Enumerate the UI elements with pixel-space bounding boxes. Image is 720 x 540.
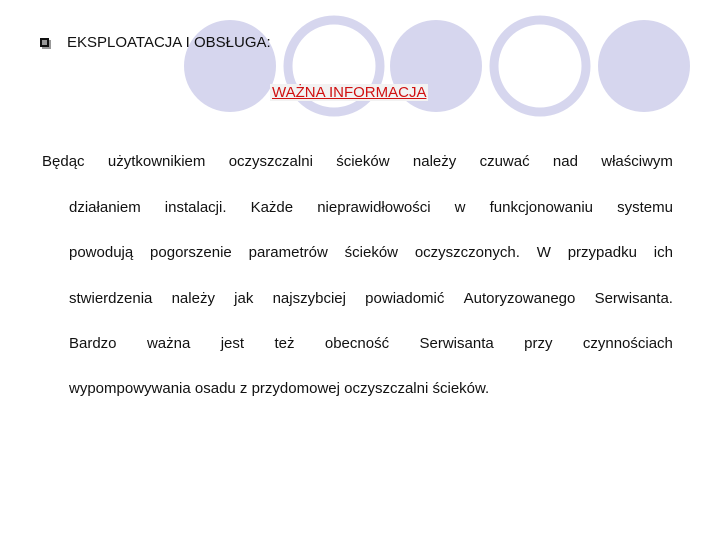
body-line-5 [69, 335, 673, 352]
word: parametrów [248, 244, 328, 261]
word: jest [220, 335, 245, 352]
word: najszybciej [272, 290, 346, 307]
word: stwierdzenia [69, 290, 153, 307]
square-bullet-icon [40, 38, 49, 47]
word: Będąc [42, 153, 85, 170]
word: Bardzo [69, 335, 117, 352]
word: oczyszczonych. [414, 244, 520, 261]
word: czuwać [479, 153, 530, 170]
word: działaniem [69, 199, 141, 216]
word: nieprawidłowości [317, 199, 431, 216]
word: właściwym [601, 153, 673, 170]
deco-circle-5 [598, 20, 690, 112]
word: przy [524, 335, 553, 352]
word: należy [412, 153, 457, 170]
word: Serwisanta [419, 335, 494, 352]
word: jak [234, 290, 254, 307]
body-line-1 [42, 153, 673, 170]
word: oczyszczalni [228, 153, 313, 170]
word: należy [171, 290, 215, 307]
word: ich [653, 244, 673, 261]
word: ścieków [336, 153, 390, 170]
body-line-2 [69, 199, 673, 216]
word: W [536, 244, 551, 261]
word: systemu [617, 199, 673, 216]
heading: EKSPLOATACJA I OBSŁUGA: [67, 34, 271, 51]
word: w [454, 199, 466, 216]
word: Serwisanta. [594, 290, 673, 307]
word: czynnościach [582, 335, 673, 352]
decorative-circles [0, 0, 720, 140]
word: Autoryzowanego [463, 290, 576, 307]
word: ścieków [344, 244, 398, 261]
word: Każde [250, 199, 294, 216]
heading-row [40, 34, 271, 51]
word: też [274, 335, 295, 352]
word: nad [552, 153, 578, 170]
word: użytkownikiem [107, 153, 206, 170]
word: obecność [324, 335, 390, 352]
word: przypadku [567, 244, 637, 261]
word: pogorszenie [150, 244, 232, 261]
body-line-4 [69, 290, 673, 307]
word: ważna [146, 335, 191, 352]
word: funkcjonowaniu [489, 199, 593, 216]
word: powodują [69, 244, 134, 261]
body-line-3 [69, 244, 673, 261]
body-line-6: wypompowywania osadu z przydomowej oczyszczalni ścieków. [69, 380, 490, 397]
subtitle: WAŻNA INFORMACJA [272, 84, 427, 101]
deco-circle-4 [494, 20, 586, 112]
word: instalacji. [164, 199, 227, 216]
word: powiadomić [365, 290, 445, 307]
